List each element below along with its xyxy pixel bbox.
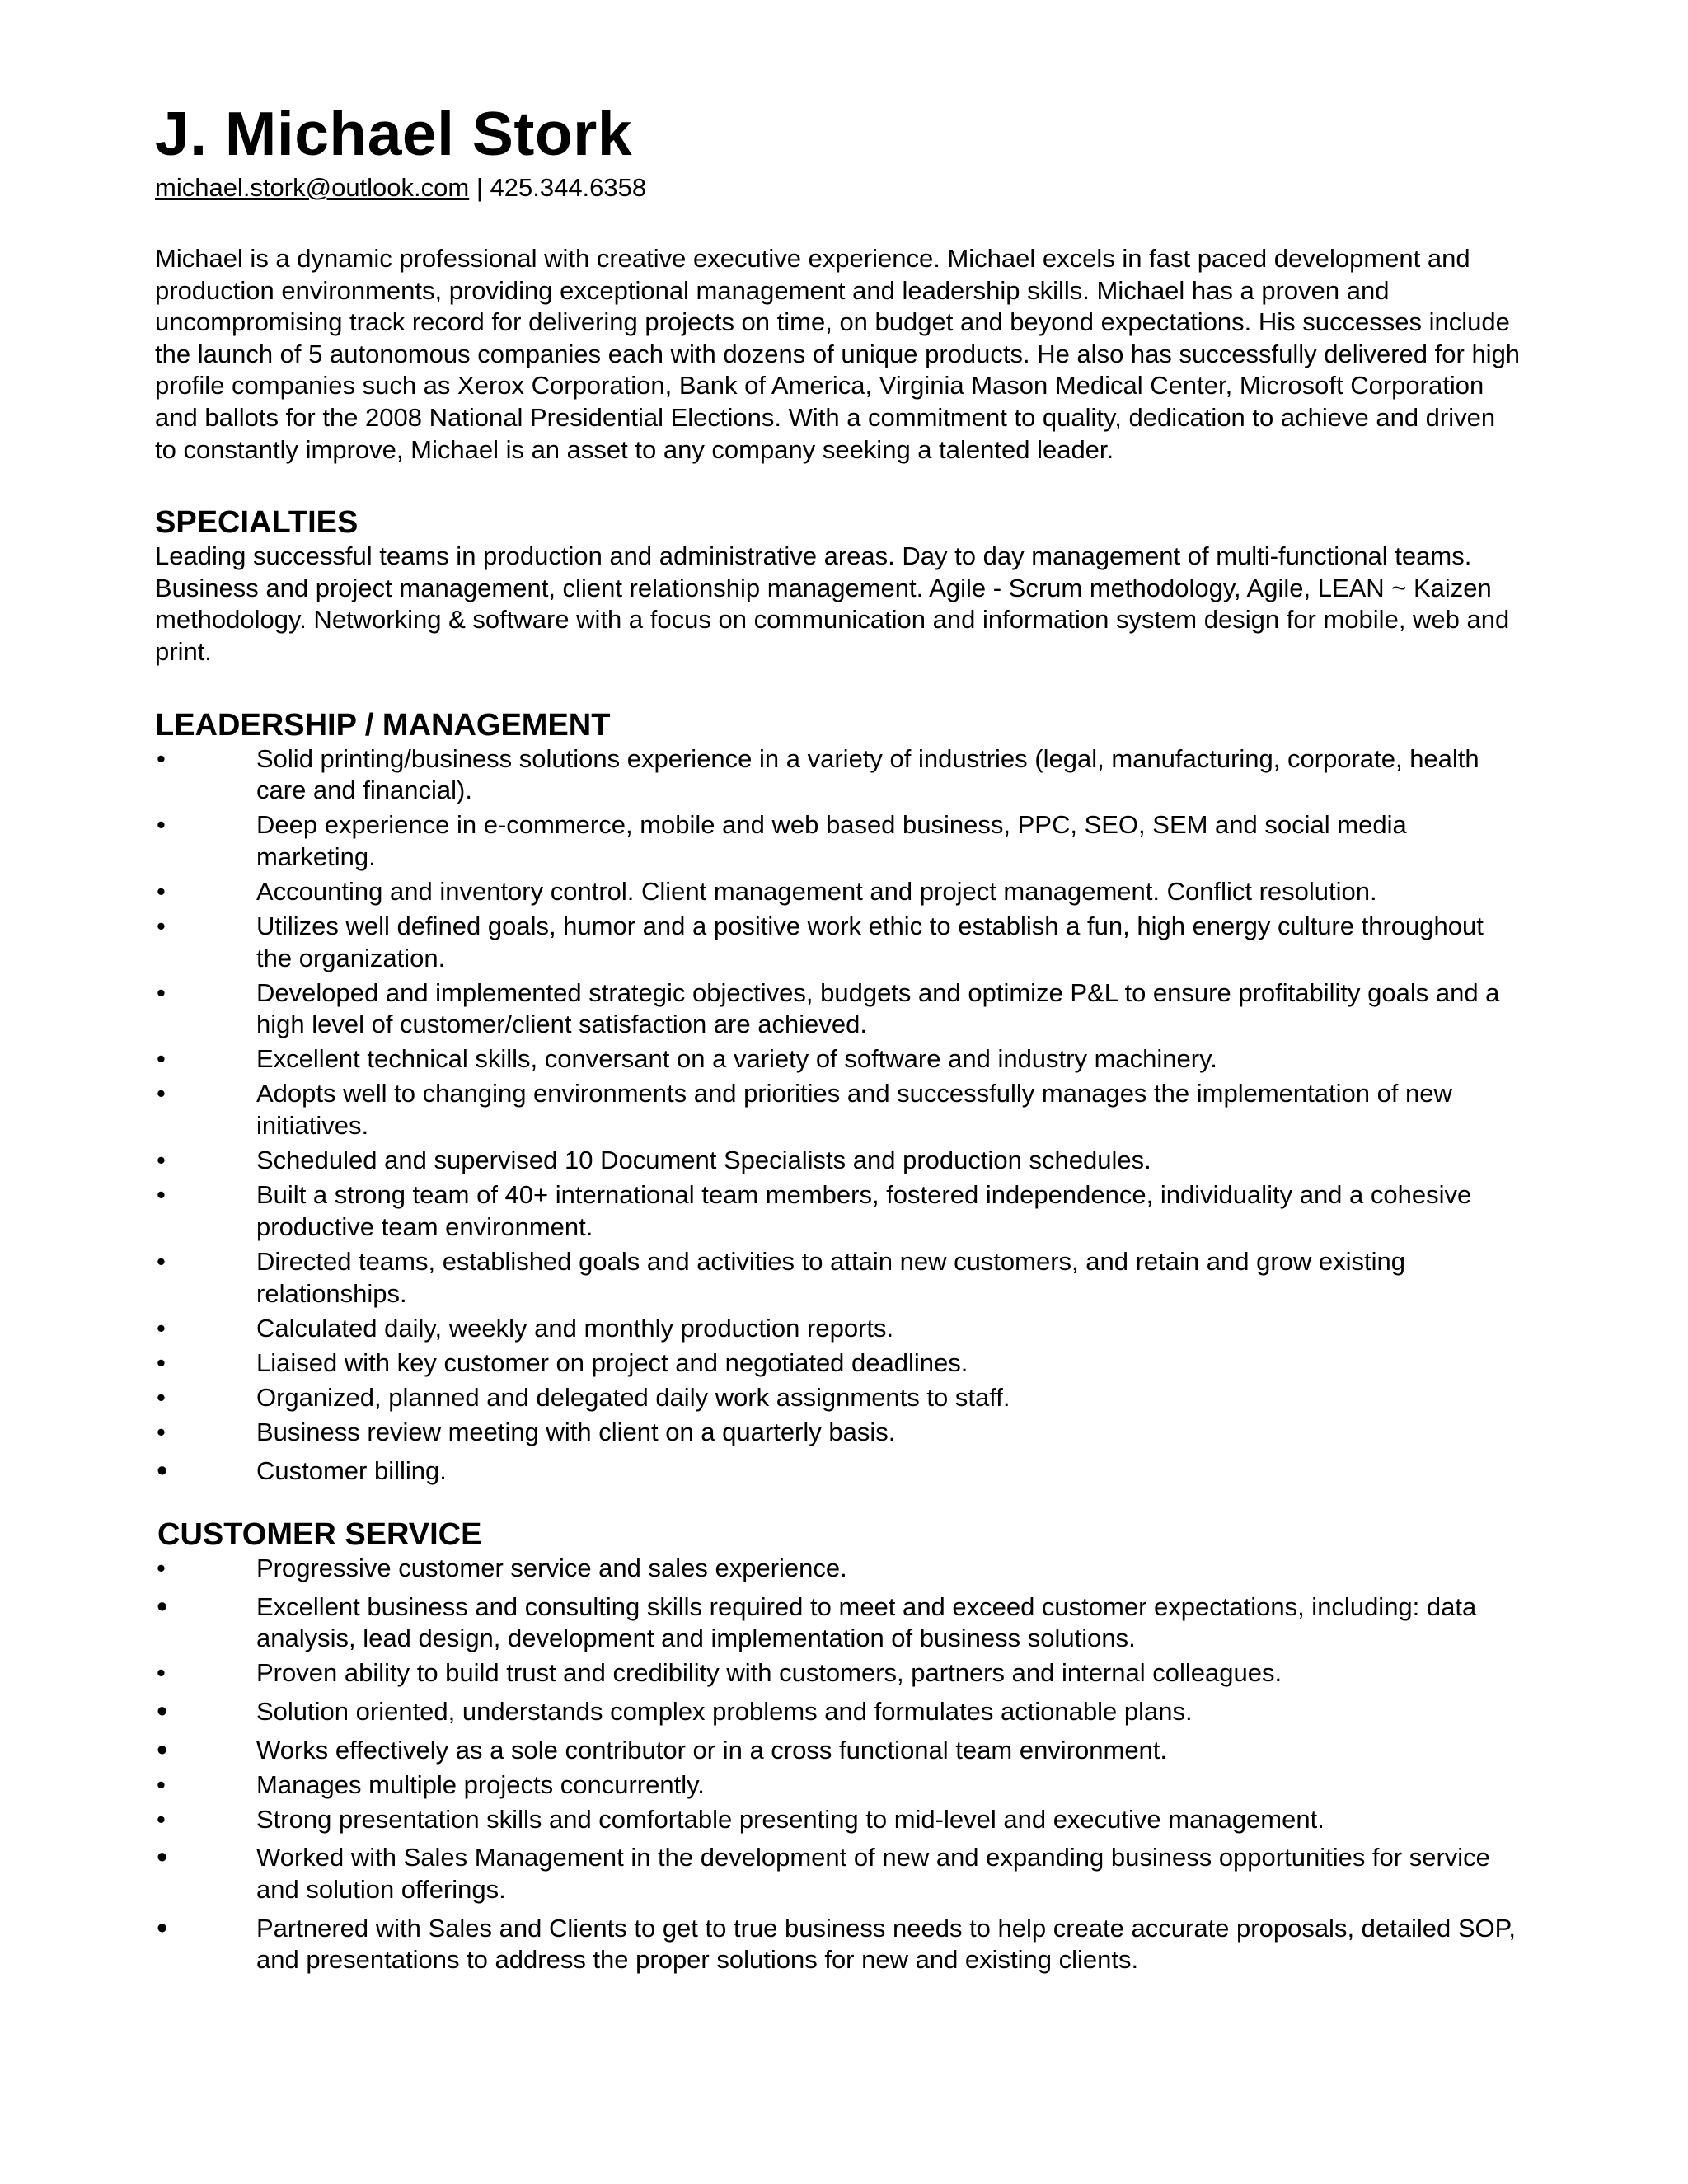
customer-service-list xyxy=(155,1553,1523,1976)
list-item xyxy=(155,1657,1523,1690)
contact-separator: | xyxy=(469,173,490,202)
bullet-icon: • xyxy=(157,1554,166,1583)
list-item-text: Partnered with Sales and Clients to get to true business needs to help create accurate proposals, detailed SOP, and presentations to address the proper solutions for new and existing clients. xyxy=(256,1913,1516,1975)
list-item xyxy=(155,1591,1523,1655)
list-item-text: Progressive customer service and sales experience. xyxy=(256,1554,847,1583)
bullet-icon: • xyxy=(157,1769,166,1799)
specialties-text: Leading successful teams in production and administrative areas. Day to day management of multi-functional teams. Business and project management, client relationship management. Agile - Scrum methodology, Agile, LEAN ~ Kaizen methodology. Networking & software with a focus on communication and information system design for mobile, web and print. xyxy=(155,541,1510,666)
bullet-icon: • xyxy=(157,1910,168,1946)
list-item xyxy=(155,1553,1523,1585)
summary-paragraph: Michael is a dynamic professional with creative executive experience. Michael excels in fast paced development and production environments, providing exceptional management and leadership skills. Michael has a proven and uncompromising track record for delivering projects on time, on budget and beyond expectations. His successes include the launch of 5 autonomous companies each with dozens of unique products. He also has successfully delivered for high profile companies such as Xerox Corporation, Bank of America, Virginia Mason Medical Center, Microsoft Corporation and ballots for the 2008 National Presidential Elections. With a commitment to quality, dedication to achieve and driven to constantly improve, Michael is an asset to any company seeking a talented leader. xyxy=(155,244,1521,464)
contact-line xyxy=(155,171,1523,204)
list-item-text: Solid printing/business solutions experience in a variety of industries (legal, manufacturing, corporate, health care and financial). xyxy=(256,743,1479,805)
list-item xyxy=(155,1732,1523,1768)
bullet-icon: • xyxy=(157,1246,166,1276)
list-item-text: Liaised with key customer on project and negotiated deadlines. xyxy=(256,1347,968,1377)
list-item xyxy=(155,1842,1523,1905)
list-item xyxy=(155,1455,1523,1488)
list-item xyxy=(155,809,1523,873)
list-item-text: Proven ability to build trust and credibility with customers, partners and internal colleagues. xyxy=(256,1658,1282,1688)
bullet-icon: • xyxy=(157,876,166,906)
bullet-icon: • xyxy=(157,1347,166,1377)
bullet-icon: • xyxy=(157,1044,166,1074)
bullet-icon: • xyxy=(157,1079,166,1108)
list-item xyxy=(155,1910,1523,1976)
bullet-icon: • xyxy=(157,977,166,1007)
list-item xyxy=(155,1078,1523,1141)
candidate-name: J. Michael Stork xyxy=(155,99,633,168)
resume-page xyxy=(155,97,1523,1979)
list-item xyxy=(155,1145,1523,1177)
list-item xyxy=(155,1313,1523,1345)
bullet-icon: • xyxy=(157,1732,168,1768)
list-item-text: Works effectively as a sole contributor or in a cross functional team environment. xyxy=(256,1735,1168,1765)
leadership-list xyxy=(155,743,1523,1488)
bullet-icon: • xyxy=(157,1658,166,1688)
list-item xyxy=(155,911,1523,974)
list-item xyxy=(155,1382,1523,1414)
list-item xyxy=(155,1043,1523,1076)
email-link[interactable]: michael.stork@outlook.com xyxy=(155,173,470,202)
list-item-text: Scheduled and supervised 10 Document Specialists and production schedules. xyxy=(256,1146,1151,1175)
list-item-text: Accounting and inventory control. Client management and project management. Conflict resolution. xyxy=(256,876,1377,906)
customer-service-heading: CUSTOMER SERVICE xyxy=(157,1517,482,1553)
bullet-icon: • xyxy=(157,1417,166,1446)
list-item-text: Solution oriented, understands complex problems and formulates actionable plans. xyxy=(256,1696,1193,1726)
list-item xyxy=(155,1804,1523,1836)
list-item-text: Worked with Sales Management in the development of new and expanding business opportunities for service and solution offerings. xyxy=(256,1843,1490,1904)
list-item-text: Excellent technical skills, conversant on a variety of software and industry machinery. xyxy=(256,1044,1217,1074)
list-item xyxy=(155,1347,1523,1380)
list-item xyxy=(155,1769,1523,1802)
list-item xyxy=(155,876,1523,908)
list-item-text: Excellent business and consulting skills required to meet and exceed customer expectations, including: data analysis, lead design, development and implementation of business solutions. xyxy=(256,1591,1477,1653)
list-item-text: Directed teams, established goals and activities to attain new customers, and retain and grow existing relationships. xyxy=(256,1246,1406,1308)
list-item-text: Deep experience in e-commerce, mobile and web based business, PPC, SEO, SEM and social media marketing. xyxy=(256,810,1407,871)
bullet-icon: • xyxy=(157,1589,168,1624)
bullet-icon: • xyxy=(157,912,166,940)
bullet-icon: • xyxy=(157,1840,168,1876)
bullet-icon: • xyxy=(157,1146,166,1175)
list-item-text: Manages multiple projects concurrently. xyxy=(256,1769,705,1799)
bullet-icon: • xyxy=(157,1453,168,1488)
list-item xyxy=(155,977,1523,1041)
list-item xyxy=(155,1696,1523,1728)
list-item-text: Developed and implemented strategic objectives, budgets and optimize P&L to ensure profitability goals and a high level of customer/client satisfaction are achieved. xyxy=(256,977,1500,1039)
list-item xyxy=(155,1417,1523,1449)
list-item-text: Adopts well to changing environments and priorities and successfully manages the implementation of new initiatives. xyxy=(256,1079,1452,1141)
bullet-icon: • xyxy=(157,1694,168,1729)
list-item-text: Organized, planned and delegated daily work assignments to staff. xyxy=(256,1382,1010,1412)
list-item-text: Calculated daily, weekly and monthly production reports. xyxy=(256,1313,894,1343)
list-item-text: Strong presentation skills and comfortable presenting to mid-level and executive management. xyxy=(256,1804,1325,1834)
list-item-text: Business review meeting with client on a quarterly basis. xyxy=(256,1417,896,1446)
bullet-icon: • xyxy=(157,1804,166,1834)
list-item xyxy=(155,1179,1523,1243)
list-item-text: Utilizes well defined goals, humor and a positive work ethic to establish a fun, high energy culture throughout the organization. xyxy=(256,912,1484,972)
phone-number: 425.344.6358 xyxy=(490,173,647,202)
bullet-icon: • xyxy=(157,743,166,773)
bullet-icon: • xyxy=(157,1313,166,1343)
list-item-text: Built a strong team of 40+ international team members, fostered independence, individuality and a cohesive productive team environment. xyxy=(256,1180,1472,1241)
leadership-heading: LEADERSHIP / MANAGEMENT xyxy=(155,707,611,743)
bullet-icon: • xyxy=(157,810,166,840)
specialties-heading: SPECIALTIES xyxy=(155,505,359,541)
list-item xyxy=(155,1246,1523,1310)
list-item xyxy=(155,743,1523,807)
list-item-text: Customer billing. xyxy=(256,1455,447,1485)
bullet-icon: • xyxy=(157,1382,166,1412)
bullet-icon: • xyxy=(157,1180,166,1210)
